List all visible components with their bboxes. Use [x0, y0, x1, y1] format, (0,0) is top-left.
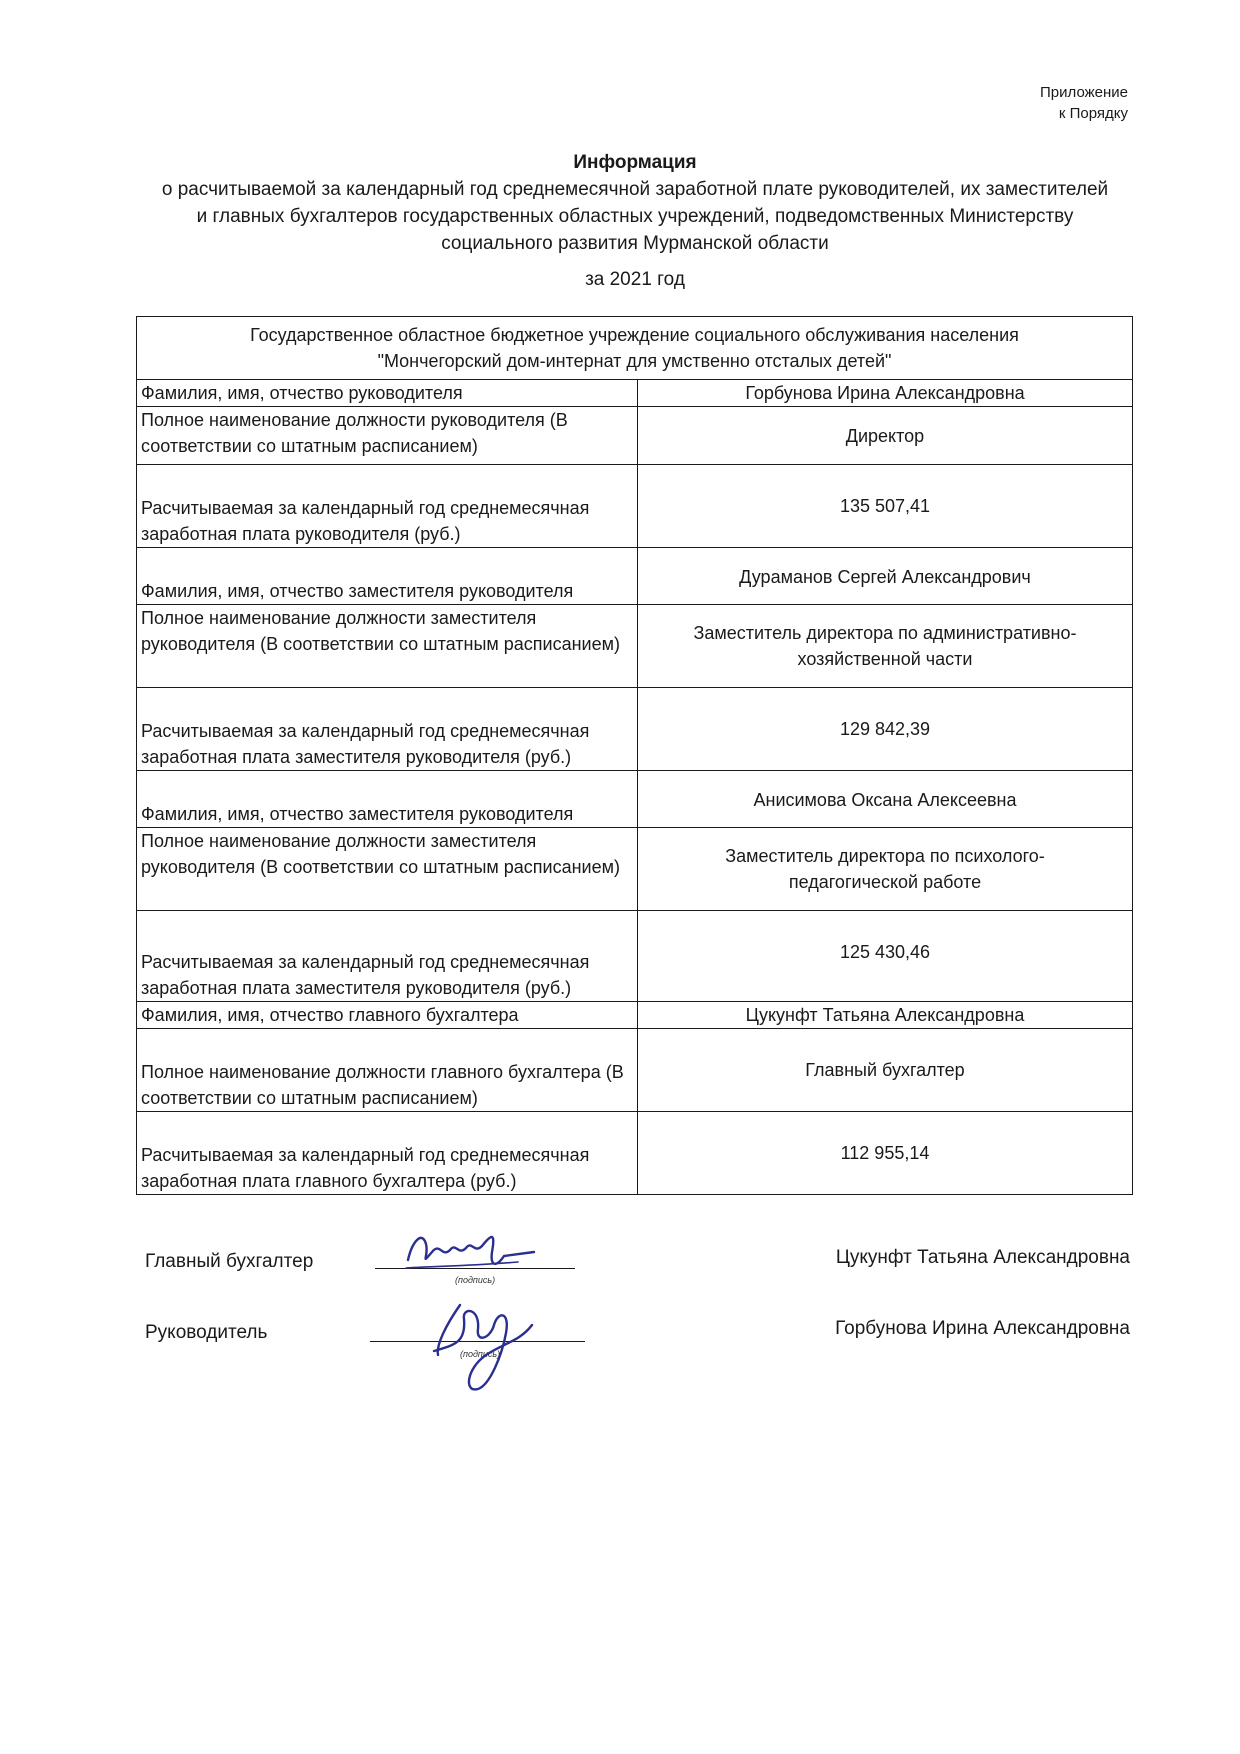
subtitle-line-1: о расчитываемой за календарный год среднемесячной заработной плате руководителей, их заместителей	[161, 179, 1109, 200]
row-value: 129 842,39	[638, 688, 1133, 771]
table-row	[137, 1029, 1133, 1112]
table-row	[137, 1112, 1133, 1195]
row-label: Полное наименование должности заместителя руководителя (В соответствии со штатным расписанием)	[137, 605, 638, 688]
row-value: Анисимова Оксана Алексеевна	[638, 771, 1133, 828]
table-row	[137, 771, 1133, 828]
row-label: Полное наименование должности главного бухгалтера (В соответствии со штатным расписанием)	[137, 1029, 638, 1112]
document-title: Информация	[573, 152, 697, 173]
head-name: Горбунова Ирина Александровна	[835, 1318, 1130, 1339]
appendix-line-1: Приложение	[1040, 84, 1128, 101]
table-row	[137, 828, 1133, 911]
document-header	[130, 150, 1140, 291]
accountant-signature	[400, 1222, 580, 1282]
row-value: Горбунова Ирина Александровна	[638, 380, 1133, 407]
table-row	[137, 605, 1133, 688]
row-label: Фамилия, имя, отчество руководителя	[137, 380, 638, 407]
row-value: 135 507,41	[638, 465, 1133, 548]
appendix-line-2: к Порядку	[1058, 105, 1128, 122]
row-label: Фамилия, имя, отчество заместителя руководителя	[137, 548, 638, 605]
report-period: за 2021 год	[585, 269, 685, 290]
organization-cell	[137, 317, 1133, 380]
organization-row	[137, 317, 1133, 380]
table-row	[137, 465, 1133, 548]
row-label: Полное наименование должности руководителя (В соответствии со штатным расписанием)	[137, 407, 638, 465]
document-subtitle	[135, 176, 1135, 257]
salary-info-table	[136, 316, 1133, 1195]
row-label: Расчитываемая за календарный год среднемесячная заработная плата главного бухгалтера (руб.)	[137, 1112, 638, 1195]
organization-line-1: Государственное областное бюджетное учреждение социального обслуживания населения	[250, 325, 1019, 345]
head-role-label: Руководитель	[145, 1322, 268, 1343]
head-signature	[420, 1285, 570, 1395]
subtitle-line-2: и главных бухгалтеров государственных областных учреждений, подведомственных Министерству	[196, 206, 1074, 227]
table-row	[137, 688, 1133, 771]
row-value: 125 430,46	[638, 911, 1133, 1002]
table-row	[137, 380, 1133, 407]
row-value: Заместитель директора по психолого-педагогической работе	[638, 828, 1133, 911]
accountant-signature-hint: (подпись)	[455, 1275, 496, 1285]
table-row	[137, 1002, 1133, 1029]
row-label: Расчитываемая за календарный год среднемесячная заработная плата заместителя руководителя (руб.)	[137, 911, 638, 1002]
row-label: Полное наименование должности заместителя руководителя (В соответствии со штатным расписанием)	[137, 828, 638, 911]
subtitle-line-3: социального развития Мурманской области	[441, 233, 829, 254]
table-row	[137, 548, 1133, 605]
row-label: Фамилия, имя, отчество заместителя руководителя	[137, 771, 638, 828]
table-row	[137, 407, 1133, 465]
accountant-role-label: Главный бухгалтер	[145, 1251, 314, 1272]
accountant-name: Цукунфт Татьяна Александровна	[835, 1247, 1130, 1268]
appendix-note	[1040, 82, 1128, 124]
row-value: Цукунфт Татьяна Александровна	[638, 1002, 1133, 1029]
head-signature-hint: (подпись)	[460, 1349, 501, 1359]
row-label: Фамилия, имя, отчество главного бухгалтера	[137, 1002, 638, 1029]
row-value: 112 955,14	[638, 1112, 1133, 1195]
row-value: Директор	[638, 407, 1133, 465]
row-value: Заместитель директора по административно-хозяйственной части	[638, 605, 1133, 688]
row-label: Расчитываемая за календарный год среднемесячная заработная плата руководителя (руб.)	[137, 465, 638, 548]
organization-line-2: "Мончегорский дом-интернат для умственно отсталых детей"	[377, 351, 892, 371]
row-value: Главный бухгалтер	[638, 1029, 1133, 1112]
row-label: Расчитываемая за календарный год среднемесячная заработная плата заместителя руководителя (руб.)	[137, 688, 638, 771]
table-row	[137, 911, 1133, 1002]
row-value: Дураманов Сергей Александрович	[638, 548, 1133, 605]
